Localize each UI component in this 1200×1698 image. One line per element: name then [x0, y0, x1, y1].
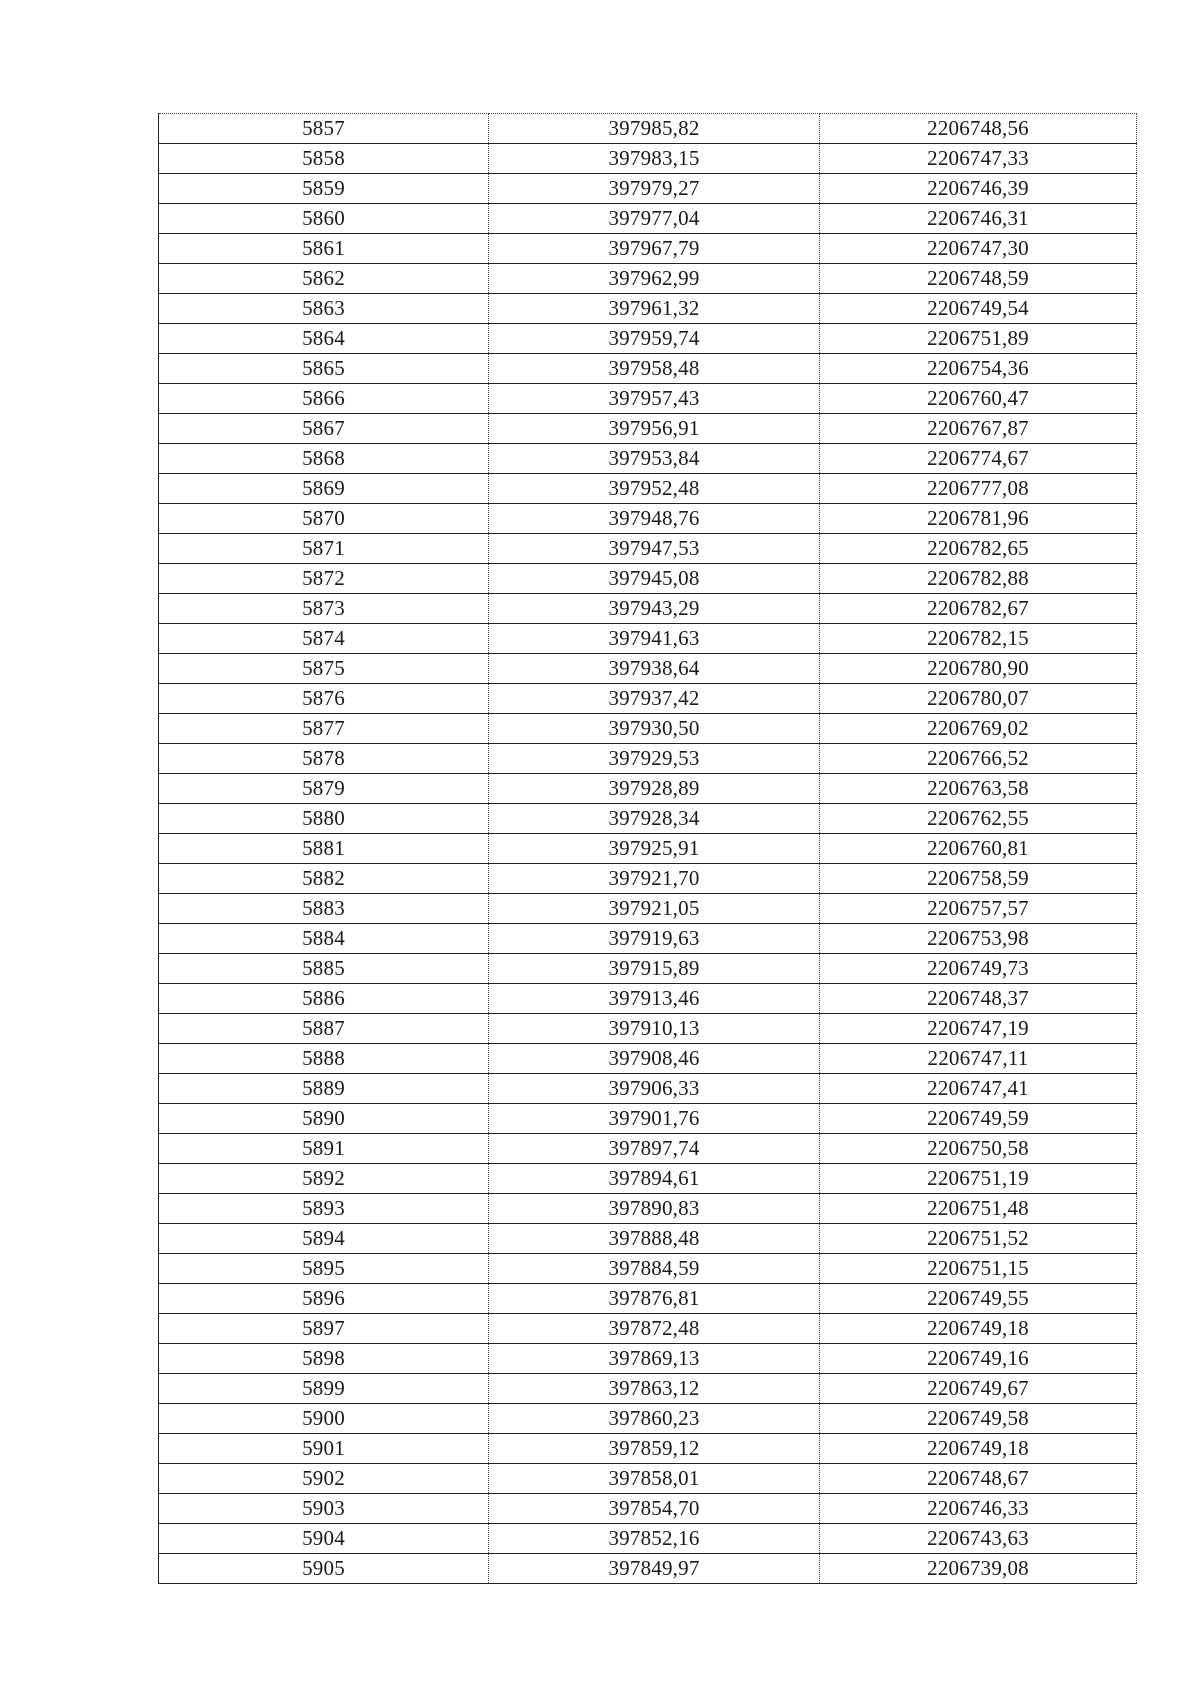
table-row	[159, 1164, 1137, 1194]
point-number-cell: 5890	[159, 1104, 489, 1134]
point-number-cell: 5861	[159, 234, 489, 264]
table-row	[159, 774, 1137, 804]
x-coordinate-cell: 397854,70	[489, 1494, 820, 1524]
table-row	[159, 264, 1137, 294]
x-coordinate-cell: 397967,79	[489, 234, 820, 264]
point-number-cell: 5879	[159, 774, 489, 804]
y-coordinate-cell: 2206749,59	[820, 1104, 1137, 1134]
point-number-cell: 5870	[159, 504, 489, 534]
point-number-cell: 5901	[159, 1434, 489, 1464]
table-row	[159, 1404, 1137, 1434]
table-row	[159, 1284, 1137, 1314]
x-coordinate-cell: 397948,76	[489, 504, 820, 534]
point-number-cell: 5857	[159, 114, 489, 144]
table-row	[159, 924, 1137, 954]
y-coordinate-cell: 2206782,88	[820, 564, 1137, 594]
x-coordinate-cell: 397956,91	[489, 414, 820, 444]
y-coordinate-cell: 2206747,33	[820, 144, 1137, 174]
point-number-cell: 5895	[159, 1254, 489, 1284]
table-row	[159, 114, 1137, 144]
y-coordinate-cell: 2206748,67	[820, 1464, 1137, 1494]
y-coordinate-cell: 2206750,58	[820, 1134, 1137, 1164]
table-row	[159, 1374, 1137, 1404]
y-coordinate-cell: 2206749,58	[820, 1404, 1137, 1434]
table-row	[159, 1524, 1137, 1554]
x-coordinate-cell: 397849,97	[489, 1554, 820, 1584]
table-row	[159, 744, 1137, 774]
y-coordinate-cell: 2206743,63	[820, 1524, 1137, 1554]
y-coordinate-cell: 2206748,59	[820, 264, 1137, 294]
x-coordinate-cell: 397985,82	[489, 114, 820, 144]
point-number-cell: 5894	[159, 1224, 489, 1254]
x-coordinate-cell: 397863,12	[489, 1374, 820, 1404]
x-coordinate-cell: 397858,01	[489, 1464, 820, 1494]
y-coordinate-cell: 2206747,30	[820, 234, 1137, 264]
point-number-cell: 5889	[159, 1074, 489, 1104]
point-number-cell: 5892	[159, 1164, 489, 1194]
point-number-cell: 5888	[159, 1044, 489, 1074]
point-number-cell: 5883	[159, 894, 489, 924]
point-number-cell: 5887	[159, 1014, 489, 1044]
point-number-cell: 5874	[159, 624, 489, 654]
table-row	[159, 204, 1137, 234]
x-coordinate-cell: 397884,59	[489, 1254, 820, 1284]
point-number-cell: 5871	[159, 534, 489, 564]
point-number-cell: 5898	[159, 1344, 489, 1374]
x-coordinate-cell: 397860,23	[489, 1404, 820, 1434]
table-row	[159, 564, 1137, 594]
table-row	[159, 864, 1137, 894]
x-coordinate-cell: 397938,64	[489, 654, 820, 684]
y-coordinate-cell: 2206751,15	[820, 1254, 1137, 1284]
point-number-cell: 5885	[159, 954, 489, 984]
table-row	[159, 954, 1137, 984]
y-coordinate-cell: 2206746,39	[820, 174, 1137, 204]
x-coordinate-cell: 397947,53	[489, 534, 820, 564]
table-row	[159, 624, 1137, 654]
y-coordinate-cell: 2206751,48	[820, 1194, 1137, 1224]
y-coordinate-cell: 2206781,96	[820, 504, 1137, 534]
x-coordinate-cell: 397979,27	[489, 174, 820, 204]
x-coordinate-cell: 397941,63	[489, 624, 820, 654]
table-row	[159, 504, 1137, 534]
point-number-cell: 5859	[159, 174, 489, 204]
point-number-cell: 5880	[159, 804, 489, 834]
y-coordinate-cell: 2206746,33	[820, 1494, 1137, 1524]
y-coordinate-cell: 2206782,15	[820, 624, 1137, 654]
y-coordinate-cell: 2206749,67	[820, 1374, 1137, 1404]
x-coordinate-cell: 397959,74	[489, 324, 820, 354]
point-number-cell: 5886	[159, 984, 489, 1014]
y-coordinate-cell: 2206751,52	[820, 1224, 1137, 1254]
x-coordinate-cell: 397910,13	[489, 1014, 820, 1044]
point-number-cell: 5896	[159, 1284, 489, 1314]
table-row	[159, 1074, 1137, 1104]
table-row	[159, 324, 1137, 354]
y-coordinate-cell: 2206746,31	[820, 204, 1137, 234]
table-row	[159, 174, 1137, 204]
y-coordinate-cell: 2206758,59	[820, 864, 1137, 894]
y-coordinate-cell: 2206760,47	[820, 384, 1137, 414]
y-coordinate-cell: 2206774,67	[820, 444, 1137, 474]
x-coordinate-cell: 397894,61	[489, 1164, 820, 1194]
x-coordinate-cell: 397919,63	[489, 924, 820, 954]
table-row	[159, 444, 1137, 474]
y-coordinate-cell: 2206763,58	[820, 774, 1137, 804]
y-coordinate-cell: 2206754,36	[820, 354, 1137, 384]
x-coordinate-cell: 397921,05	[489, 894, 820, 924]
table-row	[159, 1494, 1137, 1524]
point-number-cell: 5899	[159, 1374, 489, 1404]
y-coordinate-cell: 2206739,08	[820, 1554, 1137, 1584]
point-number-cell: 5862	[159, 264, 489, 294]
x-coordinate-cell: 397977,04	[489, 204, 820, 234]
x-coordinate-cell: 397953,84	[489, 444, 820, 474]
x-coordinate-cell: 397943,29	[489, 594, 820, 624]
y-coordinate-cell: 2206747,19	[820, 1014, 1137, 1044]
x-coordinate-cell: 397890,83	[489, 1194, 820, 1224]
coordinates-table-body	[159, 114, 1137, 1584]
table-row	[159, 1224, 1137, 1254]
y-coordinate-cell: 2206782,65	[820, 534, 1137, 564]
point-number-cell: 5884	[159, 924, 489, 954]
table-row	[159, 1434, 1137, 1464]
point-number-cell: 5900	[159, 1404, 489, 1434]
point-number-cell: 5863	[159, 294, 489, 324]
x-coordinate-cell: 397906,33	[489, 1074, 820, 1104]
point-number-cell: 5893	[159, 1194, 489, 1224]
point-number-cell: 5873	[159, 594, 489, 624]
y-coordinate-cell: 2206767,87	[820, 414, 1137, 444]
y-coordinate-cell: 2206757,57	[820, 894, 1137, 924]
x-coordinate-cell: 397915,89	[489, 954, 820, 984]
y-coordinate-cell: 2206749,18	[820, 1314, 1137, 1344]
point-number-cell: 5858	[159, 144, 489, 174]
y-coordinate-cell: 2206753,98	[820, 924, 1137, 954]
x-coordinate-cell: 397930,50	[489, 714, 820, 744]
table-row	[159, 384, 1137, 414]
point-number-cell: 5897	[159, 1314, 489, 1344]
y-coordinate-cell: 2206782,67	[820, 594, 1137, 624]
x-coordinate-cell: 397925,91	[489, 834, 820, 864]
point-number-cell: 5878	[159, 744, 489, 774]
x-coordinate-cell: 397888,48	[489, 1224, 820, 1254]
x-coordinate-cell: 397929,53	[489, 744, 820, 774]
table-row	[159, 984, 1137, 1014]
x-coordinate-cell: 397872,48	[489, 1314, 820, 1344]
x-coordinate-cell: 397897,74	[489, 1134, 820, 1164]
x-coordinate-cell: 397961,32	[489, 294, 820, 324]
x-coordinate-cell: 397908,46	[489, 1044, 820, 1074]
point-number-cell: 5869	[159, 474, 489, 504]
table-row	[159, 144, 1137, 174]
y-coordinate-cell: 2206748,37	[820, 984, 1137, 1014]
y-coordinate-cell: 2206760,81	[820, 834, 1137, 864]
point-number-cell: 5866	[159, 384, 489, 414]
y-coordinate-cell: 2206766,52	[820, 744, 1137, 774]
y-coordinate-cell: 2206780,90	[820, 654, 1137, 684]
x-coordinate-cell: 397859,12	[489, 1434, 820, 1464]
point-number-cell: 5860	[159, 204, 489, 234]
table-row	[159, 1344, 1137, 1374]
table-row	[159, 1194, 1137, 1224]
point-number-cell: 5872	[159, 564, 489, 594]
y-coordinate-cell: 2206748,56	[820, 114, 1137, 144]
table-row	[159, 894, 1137, 924]
y-coordinate-cell: 2206749,18	[820, 1434, 1137, 1464]
point-number-cell: 5868	[159, 444, 489, 474]
table-row	[159, 1554, 1137, 1584]
table-row	[159, 804, 1137, 834]
table-row	[159, 1464, 1137, 1494]
table-row	[159, 1014, 1137, 1044]
x-coordinate-cell: 397928,89	[489, 774, 820, 804]
x-coordinate-cell: 397957,43	[489, 384, 820, 414]
point-number-cell: 5903	[159, 1494, 489, 1524]
x-coordinate-cell: 397921,70	[489, 864, 820, 894]
point-number-cell: 5867	[159, 414, 489, 444]
table-row	[159, 294, 1137, 324]
y-coordinate-cell: 2206751,19	[820, 1164, 1137, 1194]
table-row	[159, 234, 1137, 264]
x-coordinate-cell: 397913,46	[489, 984, 820, 1014]
point-number-cell: 5891	[159, 1134, 489, 1164]
point-number-cell: 5904	[159, 1524, 489, 1554]
table-row	[159, 1314, 1137, 1344]
table-row	[159, 1134, 1137, 1164]
table-row	[159, 834, 1137, 864]
y-coordinate-cell: 2206780,07	[820, 684, 1137, 714]
point-number-cell: 5902	[159, 1464, 489, 1494]
point-number-cell: 5881	[159, 834, 489, 864]
y-coordinate-cell: 2206749,16	[820, 1344, 1137, 1374]
point-number-cell: 5864	[159, 324, 489, 354]
point-number-cell: 5875	[159, 654, 489, 684]
table-row	[159, 1104, 1137, 1134]
point-number-cell: 5877	[159, 714, 489, 744]
y-coordinate-cell: 2206747,11	[820, 1044, 1137, 1074]
point-number-cell: 5865	[159, 354, 489, 384]
x-coordinate-cell: 397958,48	[489, 354, 820, 384]
table-row	[159, 354, 1137, 384]
y-coordinate-cell: 2206769,02	[820, 714, 1137, 744]
table-row	[159, 714, 1137, 744]
x-coordinate-cell: 397901,76	[489, 1104, 820, 1134]
y-coordinate-cell: 2206749,54	[820, 294, 1137, 324]
table-row	[159, 1044, 1137, 1074]
table-row	[159, 654, 1137, 684]
x-coordinate-cell: 397928,34	[489, 804, 820, 834]
x-coordinate-cell: 397945,08	[489, 564, 820, 594]
table-row	[159, 414, 1137, 444]
table-row	[159, 534, 1137, 564]
y-coordinate-cell: 2206751,89	[820, 324, 1137, 354]
x-coordinate-cell: 397962,99	[489, 264, 820, 294]
x-coordinate-cell: 397983,15	[489, 144, 820, 174]
table-row	[159, 474, 1137, 504]
coordinates-table	[158, 113, 1137, 1584]
table-row	[159, 594, 1137, 624]
table-row	[159, 684, 1137, 714]
point-number-cell: 5905	[159, 1554, 489, 1584]
point-number-cell: 5876	[159, 684, 489, 714]
table-row	[159, 1254, 1137, 1284]
x-coordinate-cell: 397876,81	[489, 1284, 820, 1314]
y-coordinate-cell: 2206749,73	[820, 954, 1137, 984]
x-coordinate-cell: 397852,16	[489, 1524, 820, 1554]
x-coordinate-cell: 397952,48	[489, 474, 820, 504]
y-coordinate-cell: 2206777,08	[820, 474, 1137, 504]
point-number-cell: 5882	[159, 864, 489, 894]
y-coordinate-cell: 2206749,55	[820, 1284, 1137, 1314]
y-coordinate-cell: 2206762,55	[820, 804, 1137, 834]
x-coordinate-cell: 397937,42	[489, 684, 820, 714]
x-coordinate-cell: 397869,13	[489, 1344, 820, 1374]
y-coordinate-cell: 2206747,41	[820, 1074, 1137, 1104]
